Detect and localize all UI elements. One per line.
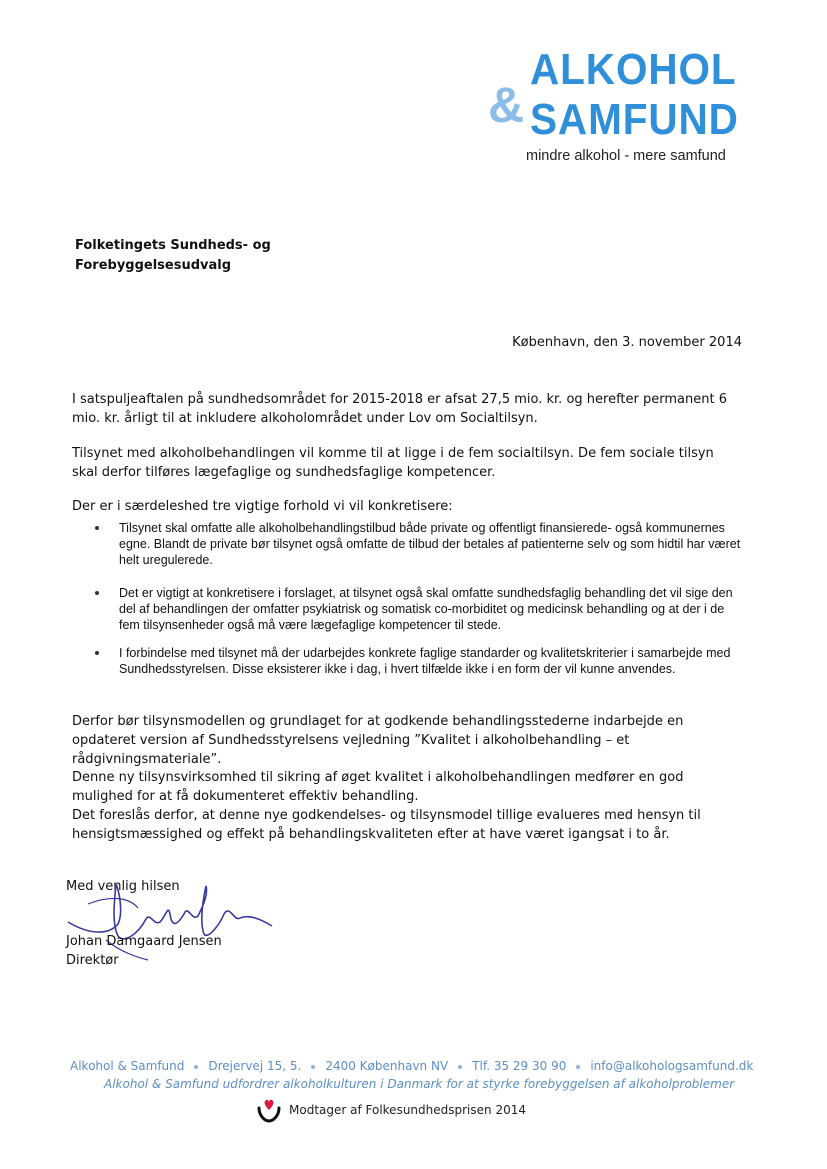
paragraph-6: Det foreslås derfor, at denne nye godkendelses- og tilsynsmodel tillige evalueres med hensyn til hensigtsmæssighed og effekt på behandlingskvaliteten efter at have været igangsat i to år.	[72, 808, 701, 842]
award-text: Modtager af Folkesundhedsprisen 2014	[289, 1103, 526, 1117]
logo-word-samfund: SAMFUND	[530, 95, 739, 144]
footer-email: info@alkohologsamfund.dk	[590, 1059, 754, 1073]
recipient-line-2: Forebyggelsesudvalg	[75, 258, 232, 273]
signatory-title: Direktør	[66, 953, 119, 968]
list-item-text: I forbindelse med tilsynet må der udarbejdes konkrete faglige standarder og kvalitetskriterier i samarbejde med Sundhedsstyrelsen. Disse eksisterer ikke i dag, i hvert tilfælde ikke i en form der vil kunne anvendes.	[119, 646, 731, 676]
footer-street: Drejervej 15, 5.	[208, 1059, 302, 1073]
recipient-line-1: Folketingets Sundheds- og	[75, 238, 271, 253]
footer-org: Alkohol & Samfund	[70, 1059, 185, 1073]
award-heart-icon	[255, 1096, 283, 1124]
separator-dot-icon	[458, 1065, 462, 1069]
logo-word-alkohol: ALKOHOL	[530, 45, 737, 94]
bullet-icon	[95, 526, 99, 530]
paragraph-5: Denne ny tilsynsvirksomhed til sikring af øget kvalitet i alkoholbehandlingen medfører en god mulighed for at få dokumenteret effektiv behandling.	[72, 770, 684, 804]
footer-phone: Tlf. 35 29 30 90	[472, 1059, 567, 1073]
logo-tagline: mindre alkohol - mere samfund	[526, 148, 726, 164]
award-badge	[255, 1096, 575, 1126]
separator-dot-icon	[194, 1065, 198, 1069]
separator-dot-icon	[311, 1065, 315, 1069]
closing-greeting: Med venlig hilsen	[66, 879, 180, 894]
paragraph-2: Tilsynet med alkoholbehandlingen vil komme til at ligge i de fem socialtilsyn. De fem sociale tilsyn skal derfor tilføres lægefaglige og sundhedsfaglige kompetencer.	[72, 446, 714, 480]
footer-city: 2400 København NV	[325, 1059, 449, 1073]
paragraph-3: Der er i særdeleshed tre vigtige forhold vi vil konkretisere:	[72, 499, 453, 514]
list-item-text: Tilsynet skal omfatte alle alkoholbehandlingstilbud både private og offentligt finansierede- også kommunernes egne. Blandt de private bør tilsynet også omfatte de tilbud der betales af patienterne selv og som hidtil har været helt uregulerede.	[119, 521, 741, 567]
list-item	[105, 645, 745, 677]
footer-slogan: Alkohol & Samfund udfordrer alkoholkulturen i Danmark for at styrke forebyggelsen af alkoholproblemer	[104, 1077, 735, 1091]
bullet-icon	[95, 651, 99, 655]
organization-logo	[486, 46, 746, 168]
list-item	[105, 585, 745, 633]
list-item	[105, 520, 745, 568]
handwritten-signature	[58, 874, 288, 964]
letter-date: København, den 3. november 2014	[512, 335, 742, 350]
bullet-icon	[95, 591, 99, 595]
signatory-name: Johan Damgaard Jensen	[66, 934, 222, 949]
paragraph-4: Derfor bør tilsynsmodellen og grundlaget for at godkende behandlingsstederne indarbejde en opdateret version af Sundhedsstyrelsens vejledning ”Kvalitet i alkoholbehandling – et rådgivningsmateriale”.	[72, 714, 684, 767]
list-item-text: Det er vigtigt at konkretisere i forslaget, at tilsynet også skal omfatte sundhedsfaglig behandling det vil sige den del af behandlingen der omfatter psykiatrisk og somatisk co-morbiditet og medicinsk behandling og at der i de fem tilsynsenheder også må være lægefaglige kompetencer til stede.	[119, 586, 733, 632]
footer-contact-line	[70, 1059, 770, 1073]
paragraph-1: I satspuljeaftalen på sundhedsområdet for 2015-2018 er afsat 27,5 mio. kr. og herefter permanent 6 mio. kr. årligt til at inkludere alkoholområdet under Lov om Socialtilsyn.	[72, 392, 727, 426]
logo-ampersand: &	[488, 77, 526, 133]
separator-dot-icon	[576, 1065, 580, 1069]
